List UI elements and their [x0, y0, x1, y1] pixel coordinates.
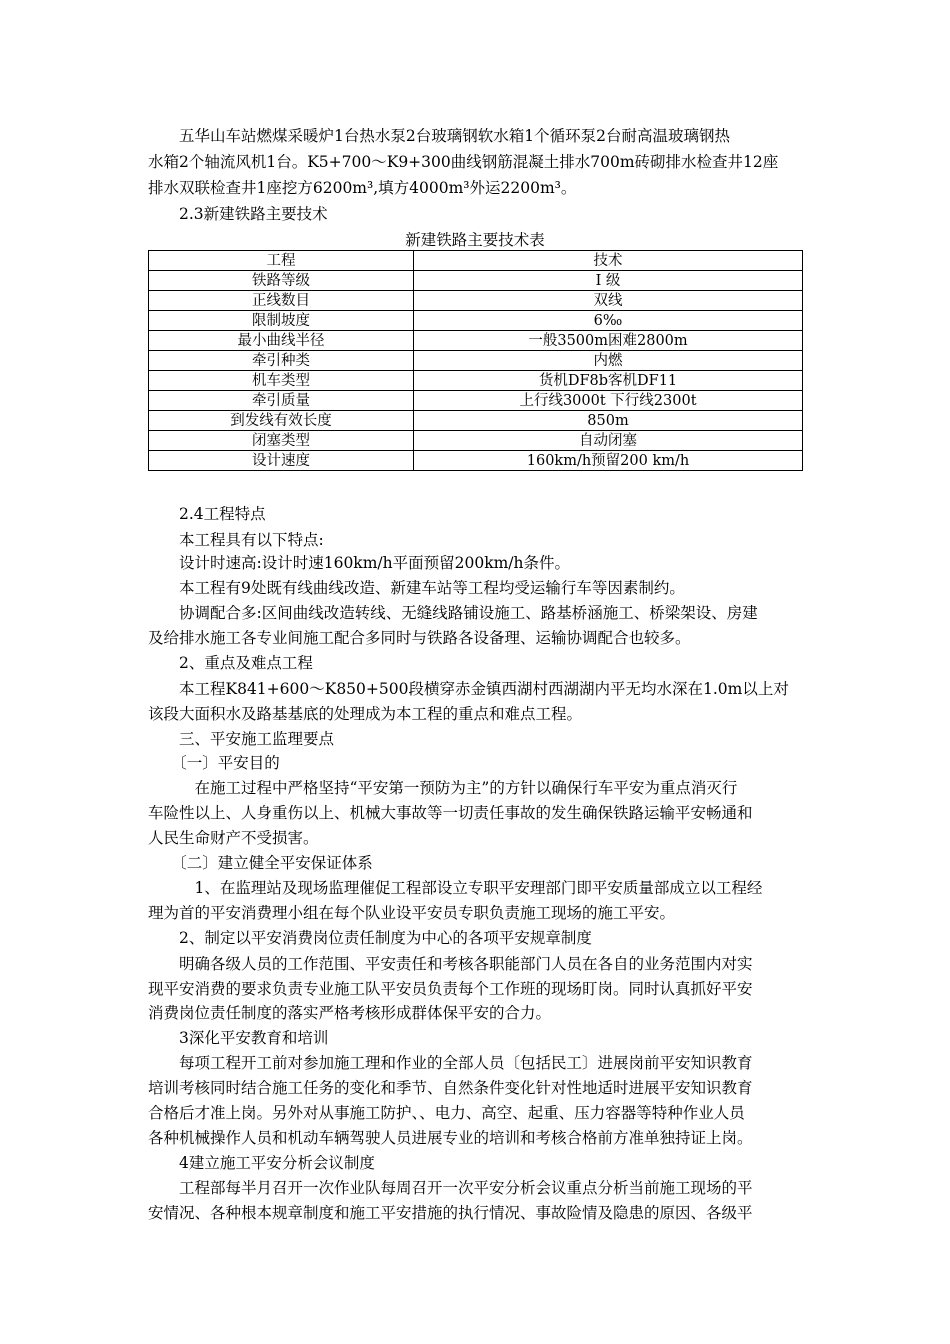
paragraph-line: 4建立施工平安分析会议制度 [148, 1154, 375, 1172]
tech-spec-table [148, 250, 803, 471]
paragraph-line: 在施工过程中严格坚持“平安第一预防为主”的方针以确保行车平安为重点消灭行 [148, 779, 738, 797]
paragraph-line: 各种机械操作人员和机动车辆驾驶人员进展专业的培训和考核合格前方准单独持证上岗。 [148, 1129, 753, 1147]
table-cell: 内燃 [414, 351, 803, 371]
column-header: 工程 [149, 251, 414, 271]
paragraph-line: 明确各级人员的工作范围、平安责任和考核各职能部门人员在各自的业务范围内对实 [148, 955, 753, 973]
paragraph-line: 合格后才准上岗。另外对从事施工防护、、电力、高空、起重、压力容器等特种作业人员 [148, 1104, 745, 1122]
table-row [149, 331, 803, 351]
paragraph-line: 理为首的平安消费理小组在每个队业设平安员专职负责施工现场的施工平安。 [148, 904, 676, 922]
paragraph-line: 本工程具有以下特点: [148, 531, 324, 549]
table-cell: 闭塞类型 [149, 431, 414, 451]
paragraph-line: 五华山车站燃煤采暖炉1台热水泵2台玻璃钢软水箱1个循环泵2台耐高温玻璃钢热 [148, 127, 730, 145]
table-row [149, 431, 803, 451]
paragraph-line: 2、制定以平安消费岗位责任制度为中心的各项平安规章制度 [148, 929, 592, 947]
paragraph-line: 设计时速高:设计时速160km/h平面预留200km/h条件。 [148, 554, 570, 572]
table-row [149, 391, 803, 411]
table-cell: 限制坡度 [149, 311, 414, 331]
paragraph-line: 水箱2个轴流风机1台。K5+700～K9+300曲线钢筋混凝土排水700m砖砌排水检查井12座 [148, 153, 779, 171]
paragraph-line: 工程部每半月召开一次作业队每周召开一次平安分析会议重点分析当前施工现场的平 [148, 1179, 753, 1197]
column-header: 技术 [414, 251, 803, 271]
table-cell: 850m [414, 411, 803, 431]
paragraph-line: 协调配合多:区间曲线改造转线、无缝线路铺设施工、路基桥涵施工、桥梁架设、房建 [148, 604, 758, 622]
table-row [149, 311, 803, 331]
table-header-row [149, 251, 803, 271]
paragraph-line: 每项工程开工前对参加施工理和作业的全部人员〔包括民工〕进展岗前平安知识教育 [148, 1054, 753, 1072]
paragraph-line: 车险性以上、人身重伤以上、机械大事故等一切责任事故的发生确保铁路运输平安畅通和 [148, 804, 753, 822]
paragraph-line: 1、在监理站及现场监理催促工程部设立专职平安理部门即平安质量部成立以工程经 [148, 879, 763, 897]
table-cell: 6‰ [414, 311, 803, 331]
table-row [149, 351, 803, 371]
paragraph-line: 排水双联检查井1座挖方6200m³,填方4000m³外运2200m³。 [148, 179, 577, 197]
paragraph-line: 2、重点及难点工程 [148, 654, 313, 672]
table-cell: 一般3500m困难2800m [414, 331, 803, 351]
table-cell: 到发线有效长度 [149, 411, 414, 431]
paragraph-line: 安情况、各种根本规章制度和施工平安措施的执行情况、事故险情及隐患的原因、各级平 [148, 1204, 753, 1222]
table-cell: Ⅰ 级 [414, 271, 803, 291]
table-caption: 新建铁路主要技术表 [405, 231, 545, 249]
paragraph-line: 人民生命财产不受损害。 [148, 829, 319, 847]
table-cell: 自动闭塞 [414, 431, 803, 451]
paragraph-line: 2.4工程特点 [148, 505, 266, 523]
table-cell: 双线 [414, 291, 803, 311]
paragraph-line: 三、平安施工监理要点 [148, 730, 335, 748]
table-row [149, 291, 803, 311]
table-cell: 货机DF8b客机DF11 [414, 371, 803, 391]
paragraph-line: 〔二〕建立健全平安保证体系 [148, 854, 373, 872]
table-cell: 铁路等级 [149, 271, 414, 291]
table-cell: 牵引种类 [149, 351, 414, 371]
table-cell: 最小曲线半径 [149, 331, 414, 351]
paragraph-line: 本工程有9处既有线曲线改造、新建车站等工程均受运输行车等因素制约。 [148, 579, 685, 597]
paragraph-line: 现平安消费的要求负责专业施工队平安员负责每个工作班的现场盯岗。同时认真抓好平安 [148, 980, 753, 998]
table-cell: 设计速度 [149, 451, 414, 471]
paragraph-line: 3深化平安教育和培训 [148, 1029, 329, 1047]
paragraph-line: 该段大面积水及路基基底的处理成为本工程的重点和难点工程。 [148, 705, 583, 723]
section-heading: 2.3新建铁路主要技术 [148, 205, 328, 223]
table-row [149, 271, 803, 291]
table-row [149, 451, 803, 471]
paragraph-line: 本工程K841+600～K850+500段横穿赤金镇西湖村西湖湖内平无均水深在1.0m以上对 [148, 680, 789, 698]
table-cell: 上行线3000t 下行线2300t [414, 391, 803, 411]
table-cell: 160km/h预留200 km/h [414, 451, 803, 471]
table-row [149, 371, 803, 391]
paragraph-line: 及给排水施工各专业间施工配合多同时与铁路各设备理、运输协调配合也较多。 [148, 629, 691, 647]
table-row [149, 411, 803, 431]
paragraph-line: 〔一〕平安目的 [148, 754, 280, 772]
paragraph-line: 培训考核同时结合施工任务的变化和季节、自然条件变化针对性地适时进展平安知识教育 [148, 1079, 753, 1097]
table-cell: 牵引质量 [149, 391, 414, 411]
table-cell: 正线数目 [149, 291, 414, 311]
paragraph-line: 消费岗位责任制度的落实严格考核形成群体保平安的合力。 [148, 1004, 552, 1022]
table-cell: 机车类型 [149, 371, 414, 391]
